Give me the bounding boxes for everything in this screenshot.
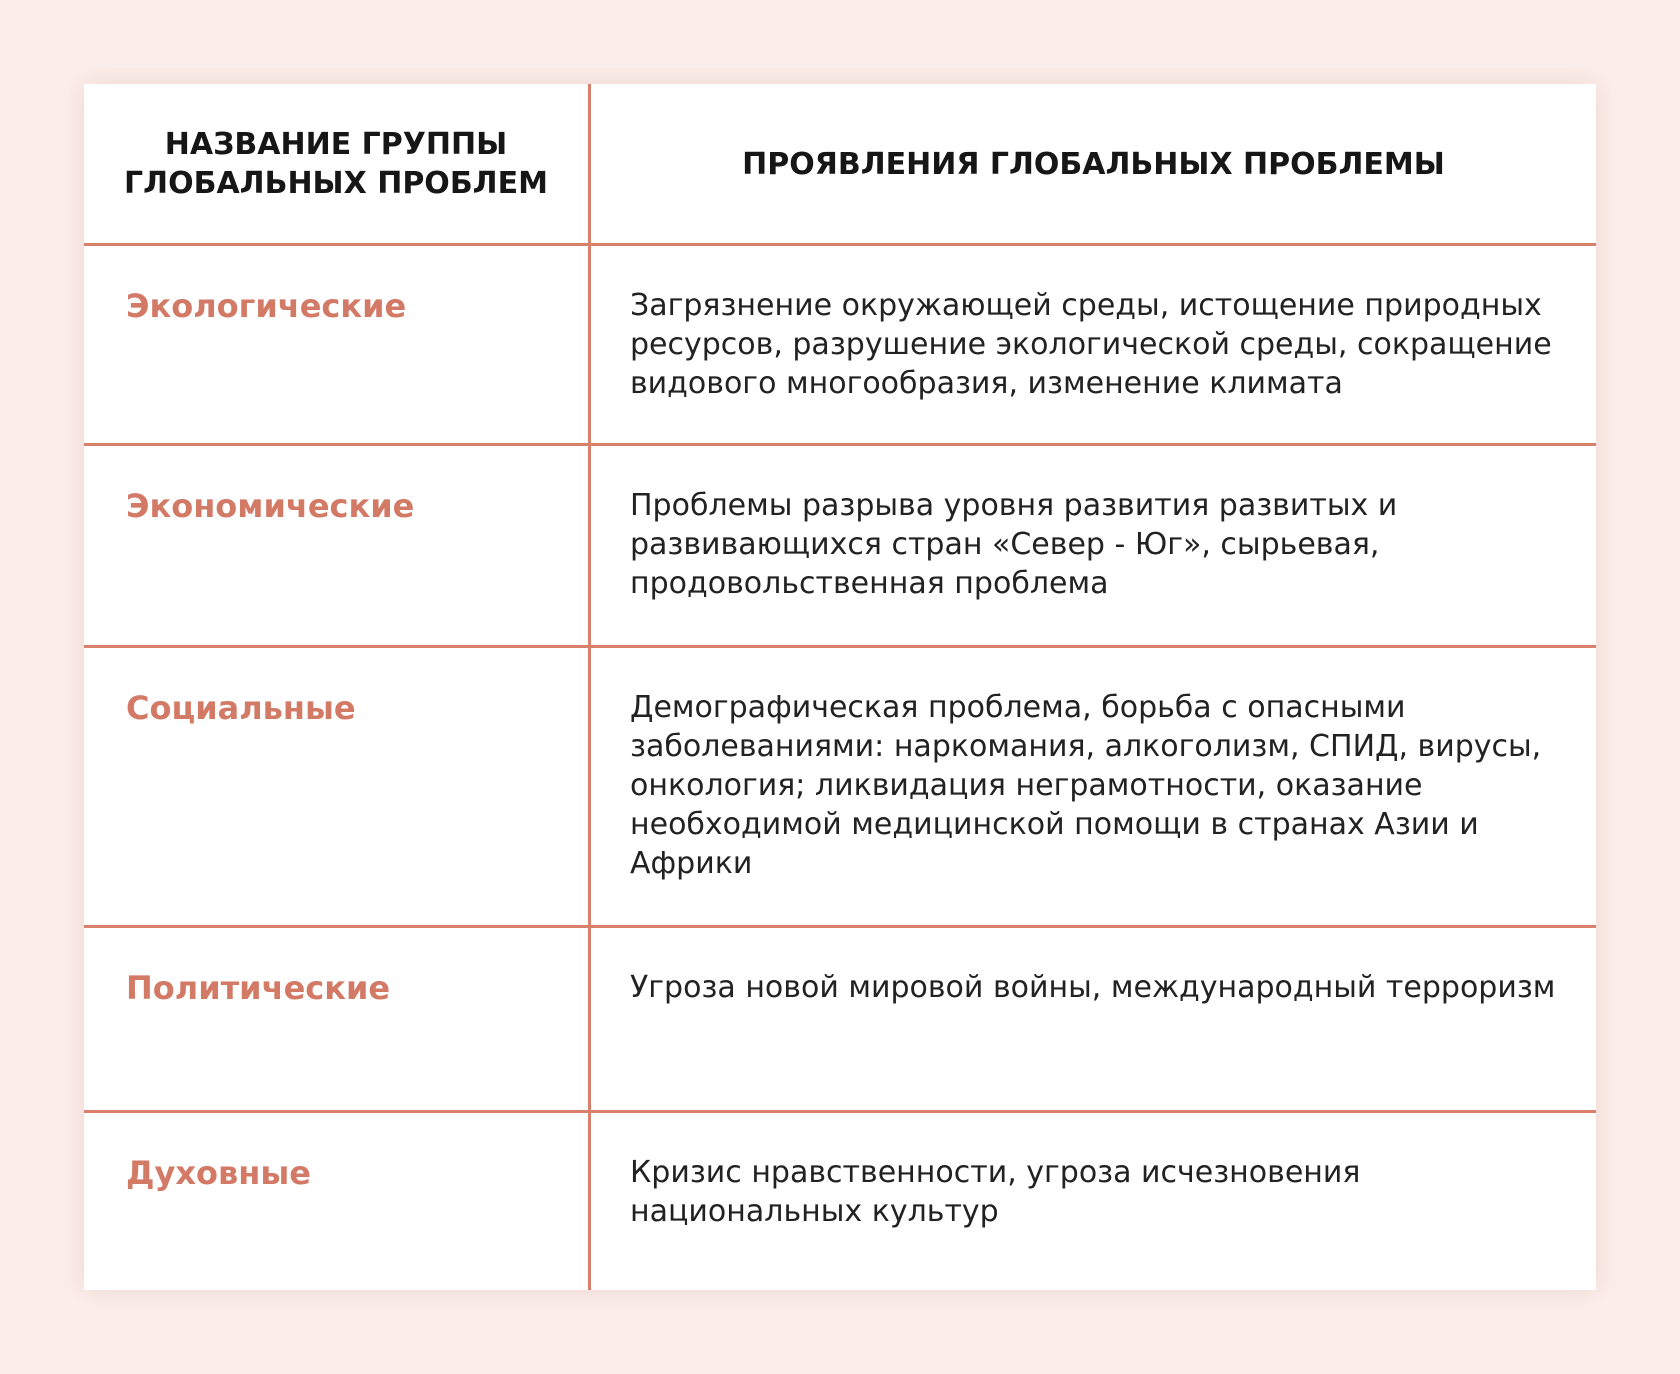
header-cell-manifestations <box>591 84 1596 244</box>
header-cell-group <box>84 84 588 244</box>
header-manifestations-label: ПРОЯВЛЕНИЯ ГЛОБАЛЬНЫХ ПРОБЛЕМЫ <box>742 146 1445 182</box>
table-card <box>84 84 1596 1290</box>
row-divider <box>84 1110 1596 1113</box>
row-description: Кризис нравственности, угроза исчезновения национальных культур <box>630 1155 1361 1229</box>
row-category: Социальные <box>126 689 356 727</box>
row-divider <box>84 645 1596 648</box>
global-problems-table <box>84 84 1596 1290</box>
table-row <box>84 1111 1596 1290</box>
header-group-label: НАЗВАНИЕ ГРУППЫ ГЛОБАЛЬНЫХ ПРОБЛЕМ <box>124 127 548 201</box>
table-row <box>84 926 1596 1111</box>
row-category: Экономические <box>126 487 415 525</box>
row-category: Духовные <box>126 1154 311 1192</box>
row-description: Проблемы разрыва уровня развития развитых и развивающихся стран «Север - Юг», сырьевая, продовольственная проблема <box>630 488 1398 601</box>
row-divider <box>84 243 1596 246</box>
row-description: Демографическая проблема, борьба с опасными заболеваниями: наркомания, алкоголизм, СПИД, вирусы, онкология; ликвидация неграмотности, оказание необходимой медицинской помощи в странах Азии и Африки <box>630 690 1542 881</box>
row-divider <box>84 443 1596 446</box>
table-row <box>84 646 1596 926</box>
table-row <box>84 244 1596 444</box>
row-description: Загрязнение окружающей среды, истощение природных ресурсов, разрушение экологической среды, сокращение видового многообразия, изменение климата <box>630 288 1552 401</box>
row-category: Экологические <box>126 287 407 325</box>
table-row <box>84 444 1596 646</box>
row-divider <box>84 925 1596 928</box>
row-category: Политические <box>126 969 391 1007</box>
row-description: Угроза новой мировой войны, международный терроризм <box>630 970 1556 1005</box>
